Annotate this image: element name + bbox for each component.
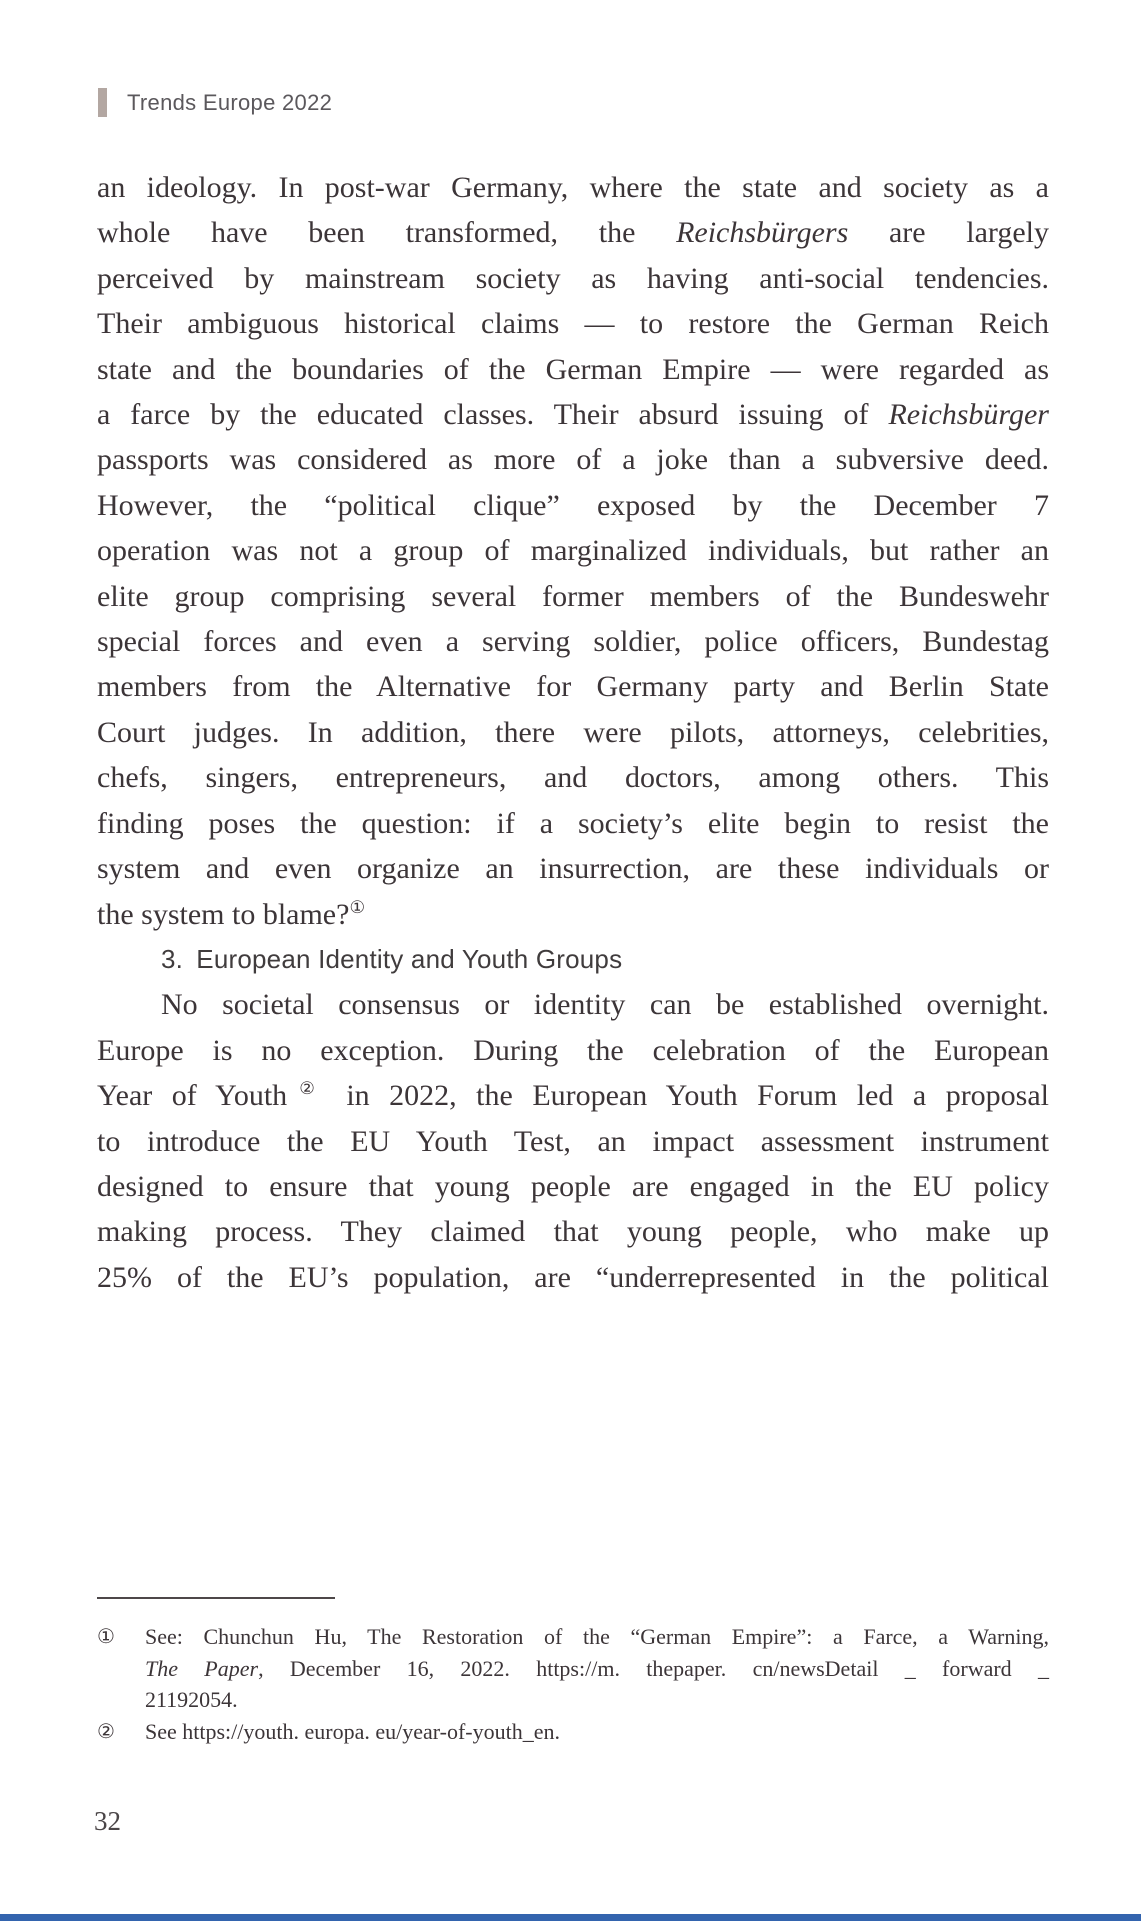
- text-line: [97, 1164, 1049, 1209]
- text-line: [97, 619, 1049, 664]
- text-line: [97, 301, 1049, 346]
- text-line: [97, 165, 1049, 210]
- text-line: [97, 801, 1049, 846]
- text-line: [97, 210, 1049, 255]
- text-line: [97, 1119, 1049, 1164]
- text-segment: Reichsbürgers: [676, 216, 849, 250]
- text-segment: The Paper: [145, 1655, 259, 1681]
- page-number: 32: [94, 1806, 121, 1836]
- text-segment: designed to ensure that young people are engaged in the EU policy: [97, 1169, 1049, 1203]
- footnote-separator-rule: [97, 1597, 335, 1599]
- text-line: [97, 982, 1049, 1027]
- text-segment: , December 16, 2022. https://m. thepaper. cn/newsDetail _ forward _: [258, 1655, 1049, 1681]
- text-line: [97, 392, 1049, 437]
- text-line: [97, 256, 1049, 301]
- text-segment: operation was not a group of marginalized individuals, but rather an: [97, 534, 1049, 568]
- text-line: [97, 574, 1049, 619]
- text-line: [97, 347, 1049, 392]
- text-segment: are largely: [848, 216, 1049, 250]
- footnote-marker: ②: [97, 1718, 115, 1743]
- text-line: [97, 1028, 1049, 1073]
- text-segment: a farce by the educated classes. Their absurd issuing of: [97, 398, 889, 432]
- footnote-marker: ①: [97, 1624, 115, 1648]
- text-segment: 21192054.: [145, 1687, 238, 1712]
- text-line: [97, 710, 1049, 755]
- text-line: [145, 1684, 1049, 1716]
- footnote-text: [145, 1621, 1049, 1716]
- footnote-ref-superscript: ②: [287, 1079, 327, 1100]
- text-segment: Their ambiguous historical claims — to restore the German Reich: [97, 307, 1049, 341]
- text-segment: finding poses the question: if a society’s elite begin to resist the: [97, 806, 1049, 840]
- text-line: [145, 1653, 1049, 1685]
- text-segment: perceived by mainstream society as having anti-social tendencies.: [97, 261, 1049, 295]
- text-segment: state and the boundaries of the German Empire — were regarded as: [97, 352, 1049, 386]
- text-line: [97, 437, 1049, 482]
- running-header-title: Trends Europe 2022: [127, 89, 333, 115]
- footnote: [97, 1621, 1049, 1716]
- text-segment: chefs, singers, entrepreneurs, and doctors, among others. This: [97, 761, 1049, 795]
- text-segment: See: Chunchun Hu, The Restoration of the “German Empire”: a Farce, a Warning,: [145, 1624, 1049, 1649]
- text-line: [97, 846, 1049, 891]
- body-text: [97, 165, 1049, 1300]
- text-segment: to introduce the EU Youth Test, an impact assessment instrument: [97, 1124, 1049, 1158]
- page-bottom-edge-bar: [0, 1914, 1141, 1921]
- text-line: [97, 1073, 1049, 1118]
- running-header: [98, 88, 332, 117]
- text-segment: passports was considered as more of a joke than a subversive deed.: [97, 443, 1049, 477]
- text-segment: members from the Alternative for Germany party and Berlin State: [97, 670, 1049, 704]
- footnote: [97, 1716, 1049, 1748]
- section-heading: 3. European Identity and Youth Groups: [161, 943, 623, 974]
- text-segment: system and even organize an insurrection, are these individuals or: [97, 852, 1049, 886]
- text-segment: Europe is no exception. During the celebration of the European: [97, 1033, 1049, 1067]
- text-line: [97, 892, 1049, 937]
- paragraph-2: [97, 982, 1049, 1300]
- text-line: [97, 528, 1049, 573]
- text-segment: special forces and even a serving soldier, police officers, Bundestag: [97, 625, 1049, 659]
- paragraph-1: [97, 165, 1049, 937]
- text-segment: Court judges. In addition, there were pilots, attorneys, celebrities,: [97, 715, 1049, 749]
- text-segment: in 2022, the European Youth Forum led a proposal: [326, 1079, 1050, 1113]
- text-line: [97, 664, 1049, 709]
- text-line: [97, 483, 1049, 528]
- text-segment: Year of Youth: [97, 1079, 288, 1113]
- footnote-ref-superscript: ①: [349, 897, 366, 918]
- text-segment: No societal consensus or identity can be established overnight.: [161, 988, 1049, 1022]
- text-segment: an ideology. In post-war Germany, where the state and society as a: [97, 171, 1049, 204]
- text-line: [145, 1621, 1049, 1653]
- footnotes-section: [97, 1621, 1049, 1747]
- text-segment: Reichsbürger: [888, 398, 1049, 432]
- text-segment: elite group comprising several former members of the Bundeswehr: [97, 579, 1049, 613]
- header-bar-marker: [98, 88, 107, 117]
- text-line: [145, 1716, 1049, 1748]
- text-line: [97, 1255, 1049, 1300]
- text-segment: making process. They claimed that young people, who make up: [97, 1215, 1049, 1249]
- text-segment: 25% of the EU’s population, are “underrepresented in the political: [97, 1260, 1049, 1294]
- text-line: [97, 755, 1049, 800]
- footnote-text: [145, 1716, 1049, 1748]
- text-segment: See https://youth. europa. eu/year-of-youth_en.: [145, 1718, 561, 1744]
- text-segment: However, the “political clique” exposed by the December 7: [97, 488, 1049, 522]
- text-line: [97, 1209, 1049, 1254]
- text-segment: the system to blame?: [97, 897, 350, 931]
- text-segment: whole have been transformed, the: [97, 216, 677, 250]
